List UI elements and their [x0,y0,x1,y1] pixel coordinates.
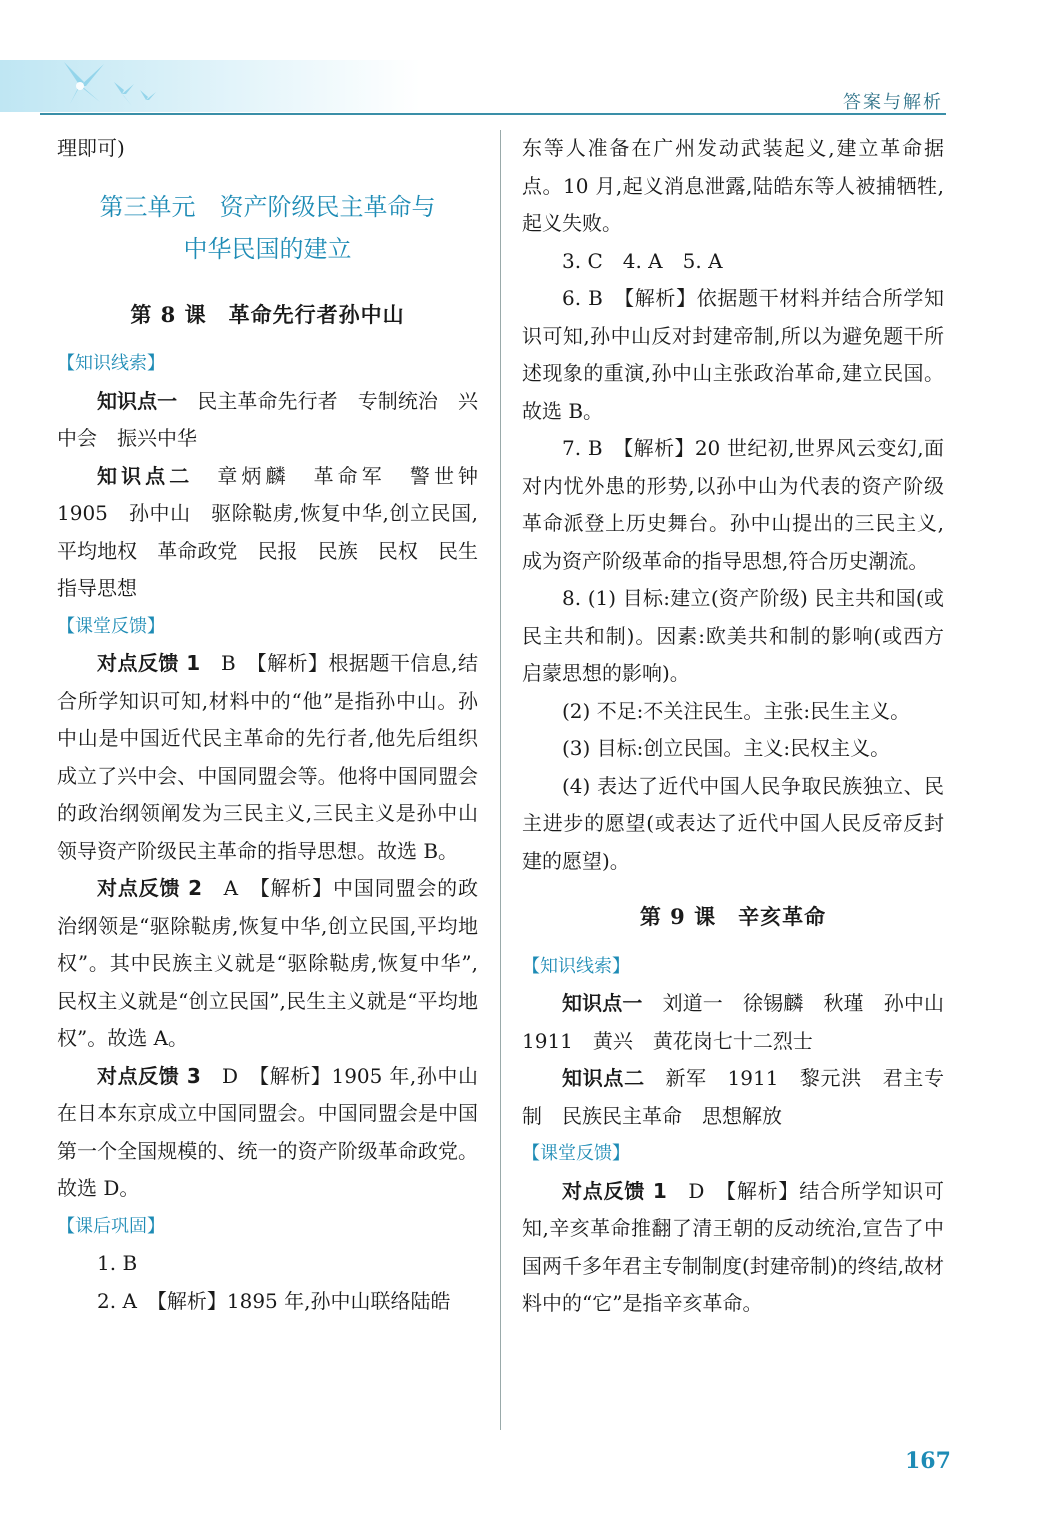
fb1b-text: D 【解析】结合所学知识可知,辛亥革命推翻了清王朝的反动统治,宣告了中国两千多年君主专制制度(封建帝制)的终结,故材料中的“它”是指辛亥革命。 [522,1178,944,1315]
lesson-9-title: 第 9 课 辛亥革命 [639,904,827,929]
section-after-class: 【课后巩固】 [57,1215,165,1237]
kp1b-label: 知识点一 [562,991,643,1015]
answers-3-5: 3. C 4. A 5. A [562,248,723,273]
answer-8-2: (2) 不足:不关注民生。主张:民生主义。 [562,698,911,723]
feedback-3 [57,1058,478,1208]
fb1-text: B 【解析】根据题干信息,结合所学知识可知,材料中的“他”是指孙中山。孙中山是中国近代民主革命的先行者,他先后组织成立了兴中会、中国同盟会等。他将中国同盟会的政治纲领阐发为三民主义,三民主义是孙中山领导资产阶级民主革命的指导思想。故选 B。 [57,651,478,863]
answer-7: 7. B 【解析】20 世纪初,世界风云变幻,面对内忧外患的形势,以孙中山为代表的资产阶级革命派登上历史舞台。孙中山提出的三民主义,成为资产阶级革命的指导思想,符合历史潮流。 [522,436,944,573]
kp1-label: 知识点一 [97,388,178,413]
answer-8-3: (3) 目标:创立民国。主义:民权主义。 [562,736,891,760]
header-rule [40,113,946,115]
unit-title-line1: 第三单元 资产阶级民主革命与 [99,192,436,221]
feedback-1-b [522,1173,944,1323]
lesson-8-title: 第 8 课 革命先行者孙中山 [130,301,405,327]
kp2b-text: 新军 1911 黎元洪 君主专制 民族民主革命 思想解放 [522,1066,944,1128]
windmill-icon [50,56,160,112]
answer-2: 2. A 【解析】1895 年,孙中山联络陆皓 [97,1288,451,1313]
kp2-text: 章炳麟 革命军 警世钟 1905 孙中山 驱除鞑虏,恢复中华,创立民国,平均地权 革命政党 民报 民族 民权 民生 指导思想 [57,463,499,600]
kp1-text: 民主革命先行者 专制统治 兴中会 振兴中华 [57,388,479,450]
section-knowledge-clue: 【知识线索】 [57,353,165,374]
unit-title [57,186,478,270]
knowledge-point-1-b [522,985,965,1060]
kp2b-label: 知识点二 [562,1066,645,1090]
section-class-feedback: 【课堂反馈】 [57,615,165,637]
fb1b-label: 对点反馈 1 [562,1178,667,1203]
fb2-label: 对点反馈 2 [97,876,202,900]
kp2-label: 知识点二 [97,463,194,488]
knowledge-point-2-b [522,1060,944,1135]
page-number: 167 [905,1448,951,1474]
section-knowledge-clue-2: 【知识线索】 [522,955,630,977]
left-column [57,130,499,1320]
knowledge-point-2 [57,458,499,608]
answer-1: 1. B [97,1251,138,1275]
section-class-feedback-2: 【课堂反馈】 [522,1143,630,1164]
unit-title-line2: 中华民国的建立 [183,234,352,263]
answer-8-4: (4) 表达了近代中国人民争取民族独立、民主进步的愿望(或表达了近代中国人民反帝反封建的愿望)。 [522,773,944,873]
feedback-1 [57,645,478,870]
fb3-label: 对点反馈 3 [97,1063,201,1088]
feedback-2 [57,870,478,1058]
kp1b-text: 刘道一 徐锡麟 秋瑾 孙中山 1911 黄兴 黄花岗七十二烈士 [522,991,965,1053]
fb3-text: D 【解析】1905 年,孙中山在日本东京成立中国同盟会。中国同盟会是中国第一个全国规模的、统一的资产阶级革命政党。故选 D。 [57,1063,478,1200]
continued-text: 理即可) [57,136,125,160]
answer-6: 6. B 【解析】依据题干材料并结合所学知识可知,孙中山反对封建帝制,所以为避免题干所述现象的重演,孙中山主张政治革命,建立民国。故选 B。 [522,286,944,423]
header-title: 答案与解析 [843,92,943,113]
answer-8-1: 8. (1) 目标:建立(资产阶级) 民主共和国(或民主共和制)。因素:欧美共和制的影响(或西方启蒙思想的影响)。 [522,586,944,685]
knowledge-point-1 [57,383,478,458]
column-divider [500,130,501,1430]
answer-2-continued: 东等人准备在广州发动武装起义,建立革命据点。10 月,起义消息泄露,陆皓东等人被捕牺牲,起义失败。 [522,136,944,235]
fb2-text: A 【解析】中国同盟会的政治纲领是“驱除鞑虏,恢复中华,创立民国,平均地权”。其中民族主义就是“驱除鞑虏,恢复中华”,民权主义就是“创立民国”,民生主义就是“平均地权”。故选 A。 [57,876,478,1050]
right-column [522,130,965,1323]
fb1-label: 对点反馈 1 [97,651,201,675]
